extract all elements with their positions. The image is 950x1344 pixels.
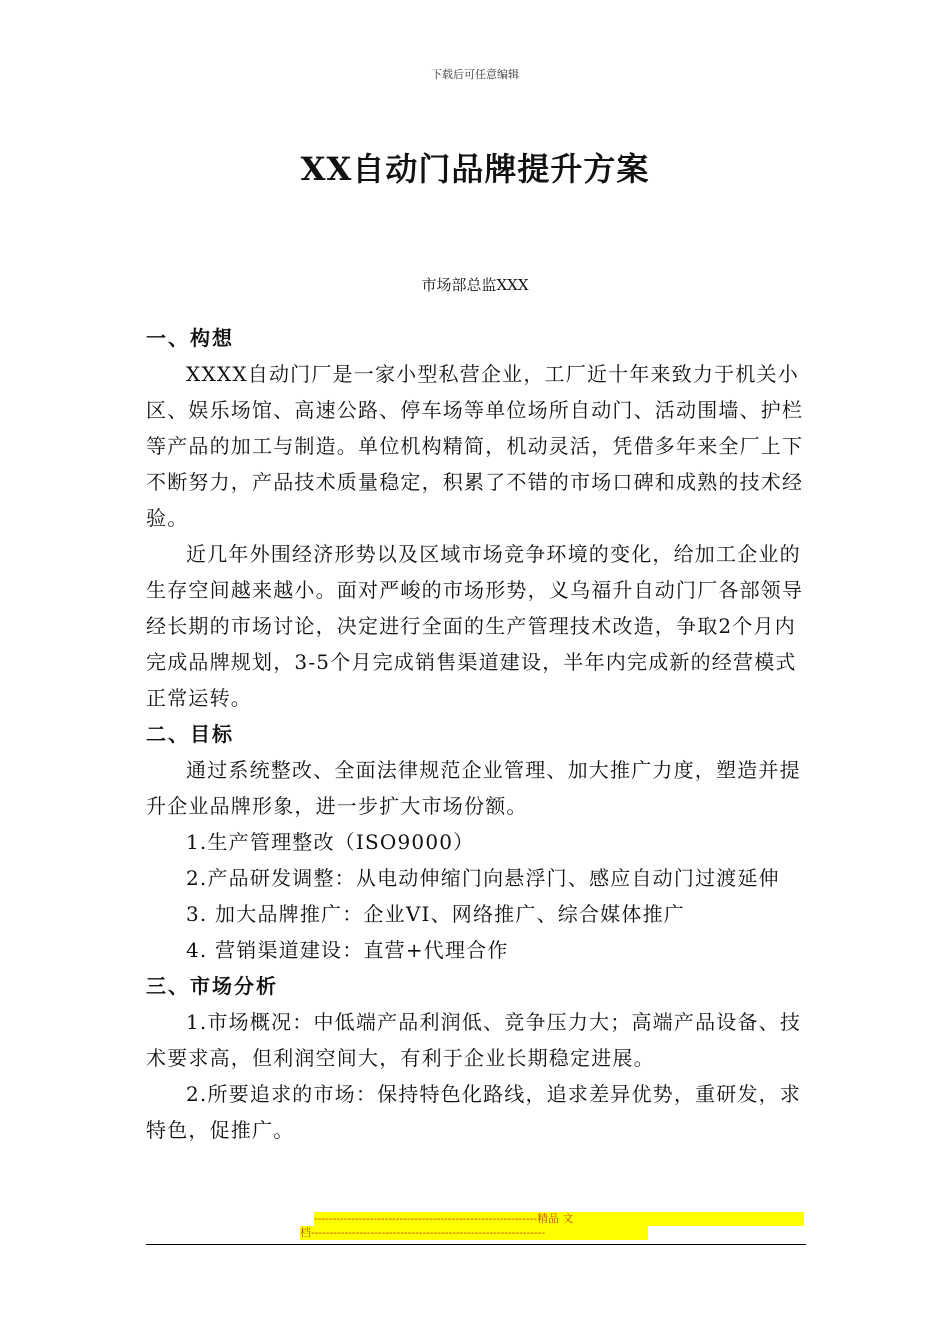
header-note: 下载后可任意编辑 [431,68,519,81]
document-title: XX自动门品牌提升方案 [300,150,650,188]
section-heading: 一、构想 [146,326,234,350]
list-item: 1.市场概况：中低端产品利润低、竞争压力大；高端产品设备、技术要求高，但利润空间大，有利于企业长期稳定进展。 [146,1010,802,1070]
paragraph: 近几年外围经济形势以及区域市场竞争环境的变化，给加工企业的生存空间越来越小。面对严峻的市场形势，义乌福升自动门厂各部领导经长期的市场讨论，决定进行全面的生产管理技术改造，争取2个月内完成品牌规划，3-5个月完成销售渠道建设，半年内完成新的经营模式正常运转。 [146,542,804,710]
section-concept [146,320,806,716]
author-line: 市场部总监XXX [421,276,529,294]
document-body [146,320,806,1148]
section-heading: 三、市场分析 [146,974,278,998]
list-item: 2.所要追求的市场：保持特色化路线，追求差异优势，重研发，求特色，促推广。 [146,1082,802,1142]
list-item: 3. 加大品牌推广：企业VI、网络推广、综合媒体推广 [186,902,685,926]
paragraph: 通过系统整改、全面法律规范企业管理、加大推广力度，塑造并提升企业品牌形象，进一步扩大市场份额。 [146,758,801,818]
footer-watermark-line: ------------------------------------------------------------精品 文 [314,1212,804,1226]
section-goals [146,716,806,968]
footer-watermark-line: 档--------------------------------------------------------------- [300,1226,648,1240]
list-item: 1.生产管理整改（ISO9000） [186,830,475,854]
list-item: 4. 营销渠道建设：直营+代理合作 [186,938,509,962]
section-market-analysis [146,968,806,1148]
paragraph: XXXX自动门厂是一家小型私营企业，工厂近十年来致力于机关小区、娱乐场馆、高速公路、停车场等单位场所自动门、活动围墙、护栏等产品的加工与制造。单位机构精简，机动灵活，凭借多年来全厂上下不断努力，产品技术质量稳定，积累了不错的市场口碑和成熟的技术经验。 [146,362,804,530]
section-heading: 二、目标 [146,722,234,746]
list-item: 2.产品研发调整：从电动伸缩门向悬浮门、感应自动门过渡延伸 [186,866,780,890]
footer-divider [146,1244,806,1245]
